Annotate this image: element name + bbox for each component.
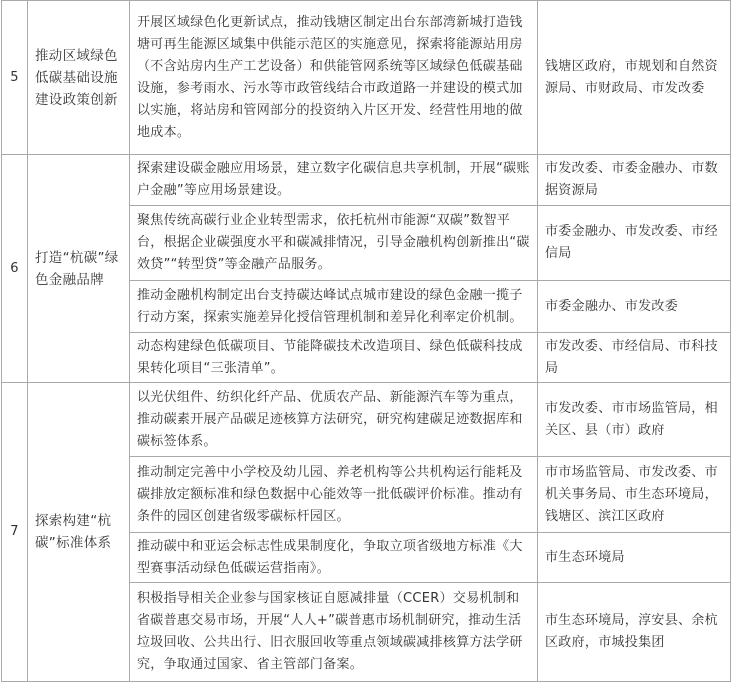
department-cell: 钱塘区政府，市规划和自然资源局、市财政局、市发改委 [538, 1, 731, 155]
table-row [2, 155, 731, 206]
department-cell: 市委金融办、市发改委、市经信局 [538, 206, 731, 281]
task-cell: 推动碳中和亚运会标志性成果制度化，争取立项省级地方标准《大型赛事活动绿色低碳运营指南》。 [130, 533, 538, 583]
row-number: 5 [2, 1, 28, 155]
task-cell: 积极指导相关企业参与国家核证自愿减排量（CCER）交易机制和省碳普惠交易市场，开展“人人+”碳普惠市场机制研究，推动生活垃圾回收、公共出行、旧衣服回收等重点领域碳减排核算方法学研究，争取通过国家、省主管部门备案。 [130, 583, 538, 682]
department-cell: 市委金融办、市发改委 [538, 281, 731, 333]
category-cell: 打造“杭碳”绿色金融品牌 [28, 155, 130, 383]
row-number: 6 [2, 155, 28, 383]
task-cell: 探索建设碳金融应用场景，建立数字化碳信息共享机制，开展“碳账户金融”等应用场景建设。 [130, 155, 538, 206]
task-cell: 推动金融机构制定出台支持碳达峰试点城市建设的绿色金融一揽子行动方案，探索实施差异化授信管理机制和差异化利率定价机制。 [130, 281, 538, 333]
task-cell: 推动制定完善中小学校及幼儿园、养老机构等公共机构运行能耗及碳排放定额标准和绿色数据中心能效等一批低碳评价标准。推动有条件的园区创建省级零碳标杆园区。 [130, 457, 538, 533]
measures-table [1, 0, 731, 682]
department-cell: 市生态环境局，淳安县、余杭区政府，市城投集团 [538, 583, 731, 682]
category-cell: 探索构建“杭碳”标准体系 [28, 383, 130, 682]
category-cell: 推动区域绿色低碳基础设施建设政策创新 [28, 1, 130, 155]
task-cell: 开展区域绿色化更新试点，推动钱塘区制定出台东部湾新城打造钱塘可再生能源区域集中供能示范区的实施意见，探索将能源站用房（不含站房内生产工艺设备）和供能管网系统等区域绿色低碳基础设施，参考雨水、污水等市政管线结合市政道路一并建设的模式加以实施，将站房和管网部分的投资纳入片区开发、经营性用地的做地成本。 [130, 1, 538, 155]
task-cell: 动态构建绿色低碳项目、节能降碳技术改造项目、绿色低碳科技成果转化项目“三张清单”。 [130, 333, 538, 383]
department-cell: 市发改委、市委金融办、市数据资源局 [538, 155, 731, 206]
row-number: 7 [2, 383, 28, 682]
department-cell: 市市场监管局、市发改委、市机关事务局、市生态环境局，钱塘区、滨江区政府 [538, 457, 731, 533]
department-cell: 市发改委、市经信局、市科技局 [538, 333, 731, 383]
task-cell: 聚焦传统高碳行业企业转型需求，依托杭州市能源“双碳”数智平台，根据企业碳强度水平和碳减排情况，引导金融机构创新推出“碳效贷”“转型贷”等金融产品服务。 [130, 206, 538, 281]
table-row [2, 383, 731, 457]
table-row [2, 1, 731, 155]
department-cell: 市生态环境局 [538, 533, 731, 583]
department-cell: 市发改委、市市场监管局，相关区、县（市）政府 [538, 383, 731, 457]
task-cell: 以光伏组件、纺织化纤产品、优质农产品、新能源汽车等为重点，推动碳素开展产品碳足迹核算方法研究，研究构建碳足迹数据库和碳标签体系。 [130, 383, 538, 457]
